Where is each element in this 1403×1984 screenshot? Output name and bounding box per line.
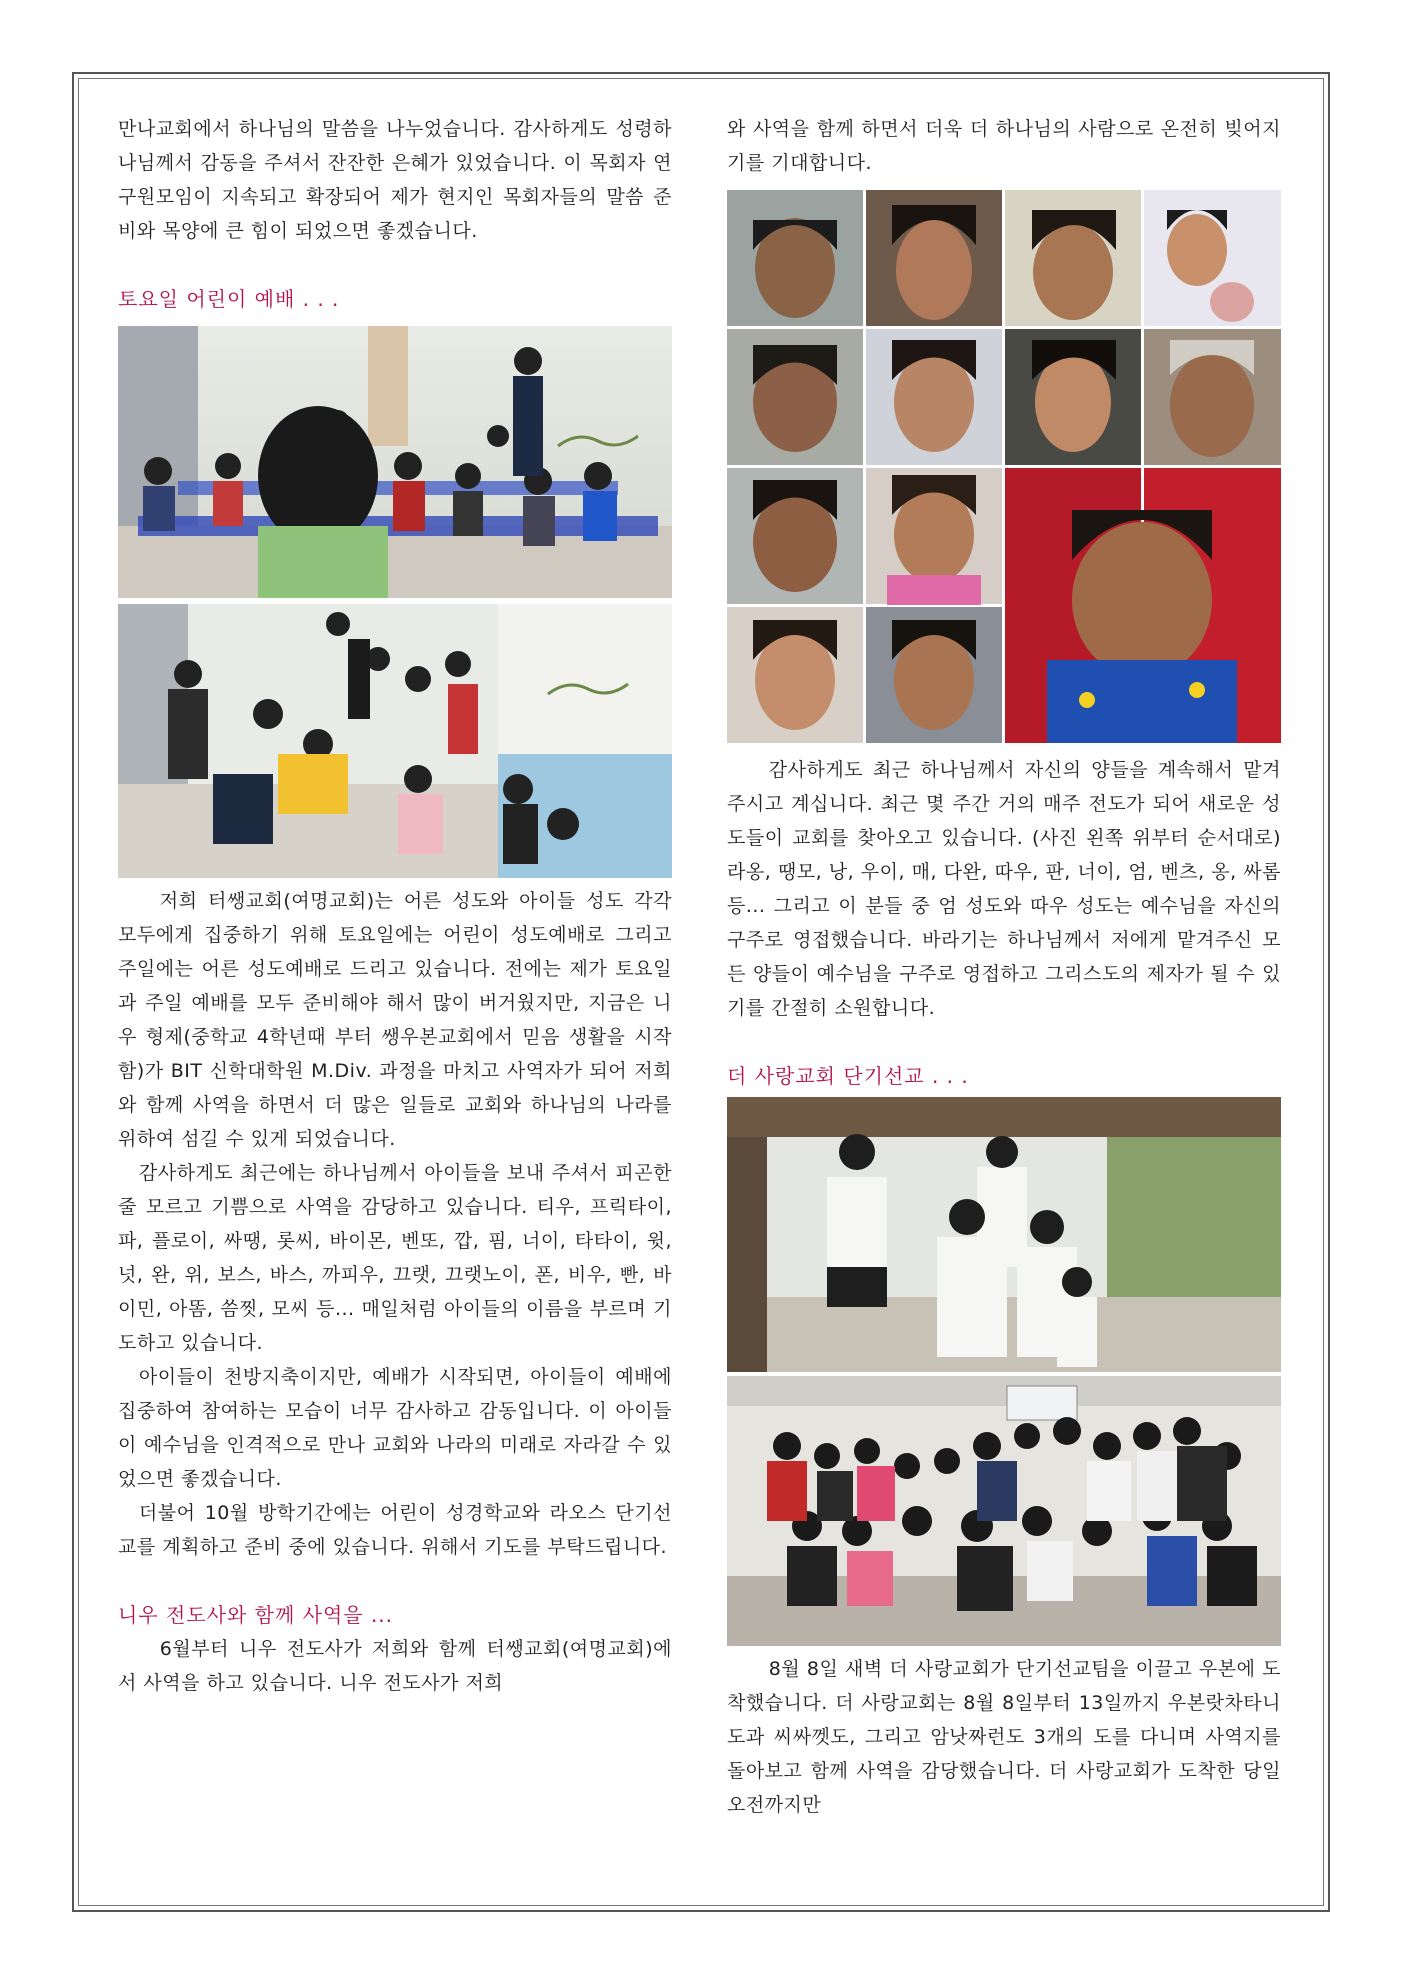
portrait-12: [727, 607, 863, 743]
left-column: [118, 112, 672, 1700]
portrait-9: [727, 468, 863, 604]
portrait-8: [1144, 329, 1281, 465]
paragraph-children-worship: 저희 터쌩교회(여명교회)는 어른 성도와 아이들 성도 각각 모두에게 집중하기 위해 토요일에는 어린이 성도예배로 그리고 주일에는 어른 성도예배로 드리고 있습니다. 전에는 제가 토요일과 주일 예배를 모두 준비해야 해서 많이 버거웠지만, 지금은 니우 형제(중학교 4학년때 부터 쌩우본교회에서 믿음 생활을 시작함)가 BIT 신학대학원 M.Div. 과정을 마치고 사역자가 되어 저희와 함께 사역을 하면서 더 많은 일들로 교회와 하나님의 나라를 위하여 섬길 수 있게 되었습니다.: [118, 890, 672, 1150]
right-column: [727, 112, 1281, 1822]
portrait-13: [866, 607, 1002, 743]
paragraph-new-members: 감사하게도 최근 하나님께서 자신의 양들을 계속해서 맡겨 주시고 계십니다. 최근 몇 주간 거의 매주 전도가 되어 새로운 성도들이 교회를 찾아오고 있습니다. (사진 왼쪽 위부터 순서대로) 라옹, 땡모, 낭, 우이, 매, 다완, 따우, 판, 너이, 엄, 벤츠, 옹, 싸롬 등... 그리고 이 분들 중 엄 성도와 따우 성도는 예수님을 자신의 구주로 영접했습니다. 바라기는 하나님께서 저에게 맡겨주신 모든 양들이 예수님을 구주로 영접하고 그리스도의 제자가 될 수 있기를 간절히 소원합니다.: [727, 759, 1281, 1019]
intro-paragraph: 만나교회에서 하나님의 말씀을 나누었습니다. 감사하게도 성령하나님께서 감동을 주셔서 잔잔한 은혜가 있었습니다. 이 목회자 연구원모임이 지속되고 확장되어 제가 현지인 목회자들의 말씀 준비와 목양에 큰 힘이 되었으면 좋겠습니다.: [118, 118, 672, 242]
photo-group-church: [727, 1376, 1281, 1646]
photo-children-playing: [118, 604, 672, 878]
new-members-photo-grid: [727, 190, 1281, 743]
portrait-5: [727, 329, 863, 465]
portrait-2: [866, 190, 1002, 326]
paragraph-mission-team: 8월 8일 새벽 더 사랑교회가 단기선교팀을 이끌고 우본에 도착했습니다. 더 사랑교회는 8월 8일부터 13일까지 우본랏차타니도과 씨싸껫도, 그리고 암낫짜런도 3개의 도를 다니며 사역지를 돌아보고 함께 사역을 감당했습니다. 더 사랑교회가 도착한 당일 오전까지만: [727, 1658, 1281, 1816]
portrait-3: [1005, 190, 1141, 326]
photo-taekwondo-team: [727, 1097, 1281, 1372]
children-seated-image: [118, 326, 672, 598]
paragraph-children-names: 감사하게도 최근에는 하나님께서 아이들을 보내 주셔서 피곤한 줄 모르고 기쁨으로 사역을 감당하고 있습니다. 티우, 프릭타이, 파, 플로이, 싸땡, 롯씨, 바이몬, 벤또, 깝, 핌, 너이, 타타이, 윗, 넛, 완, 위, 보스, 바스, 까피우, 끄랫, 끄랫노이, 폰, 비우, 빤, 바이민, 아똠, 씀찟, 모씨 등... 매일처럼 아이들의 이름을 부르며 기도하고 있습니다.: [118, 1162, 672, 1354]
group-church-image: [727, 1376, 1281, 1646]
paragraph-continued: 와 사역을 함께 하면서 더욱 더 하나님의 사람으로 온전히 빚어지기를 기대합니다.: [727, 118, 1281, 174]
paragraph-niu-ministry: 6월부터 니우 전도사가 저희와 함께 터쌩교회(여명교회)에서 사역을 하고 있습니다. 니우 전도사가 저희: [118, 1638, 672, 1694]
children-playing-image: [118, 604, 672, 878]
portrait-6: [866, 329, 1002, 465]
portrait-7: [1005, 329, 1141, 465]
section-title-children-worship: 토요일 어린이 예배 . . .: [118, 287, 340, 311]
new-members-portraits: [727, 190, 1281, 743]
section-title-niu-ministry: 니우 전도사와 함께 사역을 ...: [118, 1603, 394, 1627]
portrait-10: [866, 468, 1002, 605]
portrait-1: [727, 190, 863, 326]
photo-children-seated: [118, 326, 672, 598]
paragraph-vacation-plan: 더불어 10월 방학기간에는 어린이 성경학교와 라오스 단기선교를 계획하고 준비 중에 있습니다. 위해서 기도를 부탁드립니다.: [118, 1502, 672, 1558]
portrait-4: [1144, 190, 1281, 326]
paragraph-children-focus: 아이들이 천방지축이지만, 예배가 시작되면, 아이들이 예배에 집중하여 참여하는 모습이 너무 감사하고 감동입니다. 이 아이들이 예수님을 인격적으로 만나 교회와 나라의 미래로 자라갈 수 있었으면 좋겠습니다.: [118, 1366, 672, 1490]
section-title-mission-team: 더 사랑교회 단기선교 . . .: [727, 1064, 969, 1088]
taekwondo-team-image: [727, 1097, 1281, 1372]
